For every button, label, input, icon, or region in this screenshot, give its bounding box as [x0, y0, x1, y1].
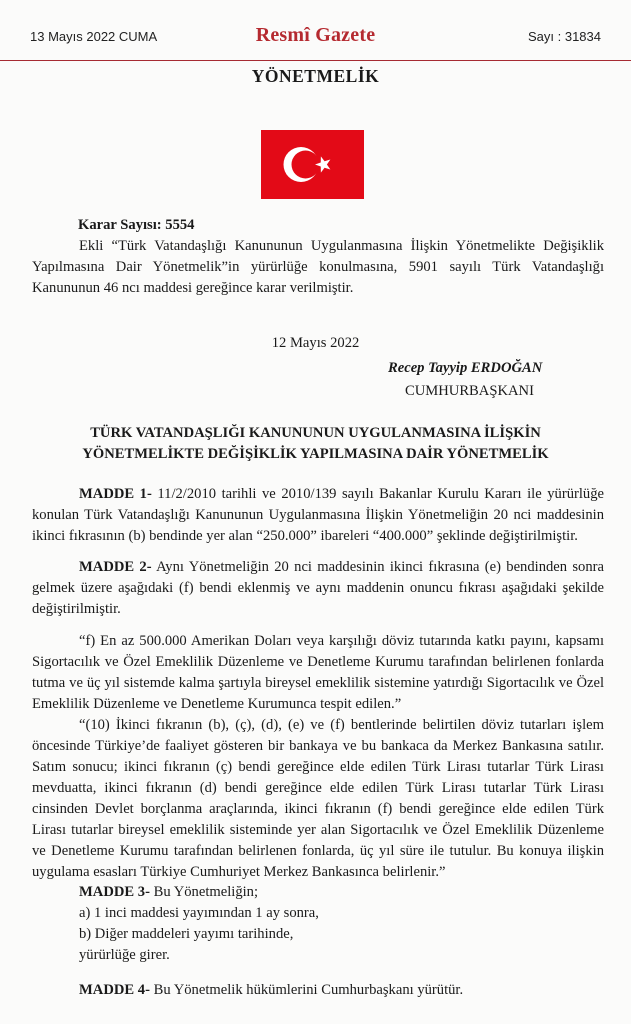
- issue-date: 13 Mayıs 2022 CUMA: [30, 29, 158, 44]
- article-3-item-b: b) Diğer maddeleri yayımı tarihinde,: [79, 926, 294, 942]
- article-1-label: MADDE 1-: [79, 486, 152, 502]
- decision-number: Karar Sayısı: 5554: [78, 217, 195, 233]
- article-4-label: MADDE 4-: [79, 982, 150, 998]
- article-2: [32, 557, 604, 620]
- intro-paragraph: Ekli “Türk Vatandaşlığı Kanununun Uygulanmasına İlişkin Yönetmelikte Değişiklik Yapılmasına Dair Yönetmelik”in yürürlüğe konulmasına, 5901 sayılı Türk Vatandaşlığı Kanununun 46 ncı maddesi gereğince karar verilmiştir.: [32, 238, 604, 296]
- article-2-label: MADDE 2-: [79, 559, 152, 575]
- issue-number: Sayı : 31834: [528, 29, 601, 44]
- article-2-text: Aynı Yönetmeliğin 20 nci maddesinin ikinci fıkrasına (e) bendinden sonra gelmek üzere aşağıdaki (f) bendi eklenmiş ve aynı maddenin onuncu fıkrası aşağıdaki şekilde değiştirilmiştir.: [32, 559, 604, 617]
- signatory-name: Recep Tayyip ERDOĞAN: [388, 360, 543, 376]
- signatory-title: CUMHURBAŞKANI: [405, 383, 534, 399]
- article-3-item-a: a) 1 inci maddesi yayımından 1 ay sonra,: [79, 905, 319, 921]
- turkish-flag-icon: [261, 130, 364, 199]
- quote-clause-10: “(10) İkinci fıkranın (b), (ç), (d), (e) ve (f) bentlerinde belirtilen döviz tutarları işlem öncesinde Türkiye’de faaliyet gösteren bir bankaya ve bu bankaca da Merkez Bankasına satılır. Satım sonucu; ikinci fıkranın (ç) bendi gereğince elde edilen Türk Lirası tutarlar Türk Lirası mevduatta, ikinci fıkranın (d) bendi gereğince elde edilen Türk Lirası tutarlar Türk Lirası cinsinden Devlet borçlanma araçlarında, ikinci fıkranın (f) bendi gereğince elde edilen Türk Lirası tutarlar bireysel emeklilik sisteminde yer alan Sigortacılık ve Özel Emeklilik Düzenleme ve Denetleme Kurumu tarafından belirlenen fonlarda, üç yıl süre ile tutulur. Bu konuya ilişkin uygulama esasları Türkiye Cumhuriyet Merkez Bankasınca belirlenir.”: [32, 717, 604, 880]
- article-3: [32, 882, 604, 966]
- article-4-text: Bu Yönetmelik hükümlerini Cumhurbaşkanı yürütür.: [149, 982, 464, 998]
- regulation-title: [0, 423, 631, 465]
- article-1-text: 11/2/2010 tarihli ve 2010/139 sayılı Bakanlar Kurulu Kararı ile yürürlüğe konulan Türk Vatandaşlığı Kanununun Uygulanmasına İlişkin Yönetmeliğin 20 nci maddesinin ikinci fıkrasının (b) bendinde yer alan “250.000” ibareleri “400.000” şeklinde değiştirilmiştir.: [32, 486, 604, 544]
- quote-clause-f: “f) En az 500.000 Amerikan Doları veya karşılığı döviz tutarında katkı payını, kapsamı Sigortacılık ve Özel Emeklilik Düzenleme ve Denetleme Kurumu tarafından belirlenen fonlarda tutma ve üç yıl sistemde kalma şartıyla bireysel emeklilik sistemine yatırdığı Sigortacılık ve Özel Emeklilik Düzenleme ve Denetleme Kurumunca tespit edilen.”: [32, 633, 604, 712]
- regulation-title-line-1: TÜRK VATANDAŞLIĞI KANUNUNUN UYGULANMASINA İLİŞKİN: [90, 425, 541, 441]
- article-3-closing: yürürlüğe girer.: [79, 947, 170, 963]
- article-3-label: MADDE 3-: [79, 884, 150, 900]
- article-3-text: Bu Yönetmeliğin;: [149, 884, 259, 900]
- signature-date: 12 Mayıs 2022: [271, 335, 360, 351]
- article-4: [32, 980, 604, 1001]
- regulation-title-line-2: YÖNETMELİKTE DEĞİŞİKLİK YAPILMASINA DAİR YÖNETMELİK: [82, 446, 549, 462]
- gazette-title: Resmî Gazete: [255, 24, 376, 46]
- article-3-heading: [32, 882, 604, 903]
- document-type-heading: YÖNETMELİK: [251, 66, 380, 86]
- article-1: [32, 484, 604, 547]
- gazette-header: [0, 0, 631, 61]
